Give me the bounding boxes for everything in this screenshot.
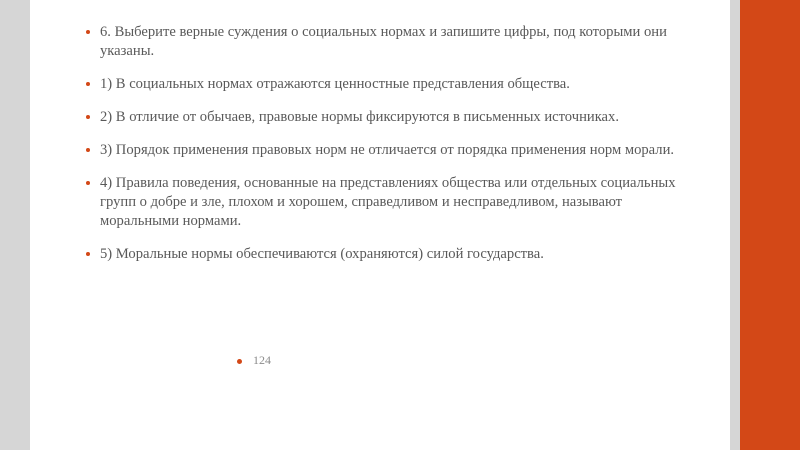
slide-content: [86, 23, 686, 278]
bullet-icon: [86, 252, 90, 256]
bullet-icon: [86, 115, 90, 119]
page-number: 124: [253, 353, 271, 367]
statement-text: 2) В отличие от обычаев, правовые нормы фиксируются в письменных источниках.: [100, 109, 619, 125]
bullet-icon: [86, 181, 90, 185]
question-item: [86, 23, 686, 61]
bullet-icon: [237, 359, 242, 364]
statement-text: 5) Моральные нормы обеспечиваются (охраняются) силой государства.: [100, 246, 544, 262]
right-accent-bar: [740, 0, 800, 450]
statement-item: [86, 75, 686, 94]
left-decorative-bar: [0, 0, 30, 450]
statement-item: [86, 245, 686, 264]
bullet-icon: [86, 148, 90, 152]
right-gray-strip: [730, 0, 740, 450]
statement-text: 4) Правила поведения, основанные на представлениях общества или отдельных социальных групп о добре и зле, плохом и хорошем, справедливом и несправедливом, называют моральными нормами.: [100, 175, 676, 229]
page-number-footer: [237, 353, 271, 368]
question-text: 6. Выберите верные суждения о социальных нормах и запишите цифры, под которыми они указаны.: [100, 24, 667, 59]
statement-item: [86, 174, 686, 231]
bullet-icon: [86, 30, 90, 34]
bullet-icon: [86, 82, 90, 86]
statement-text: 1) В социальных нормах отражаются ценностные представления общества.: [100, 76, 570, 92]
statement-text: 3) Порядок применения правовых норм не отличается от порядка применения норм морали.: [100, 142, 675, 158]
statement-item: [86, 141, 686, 160]
statement-item: [86, 108, 686, 127]
